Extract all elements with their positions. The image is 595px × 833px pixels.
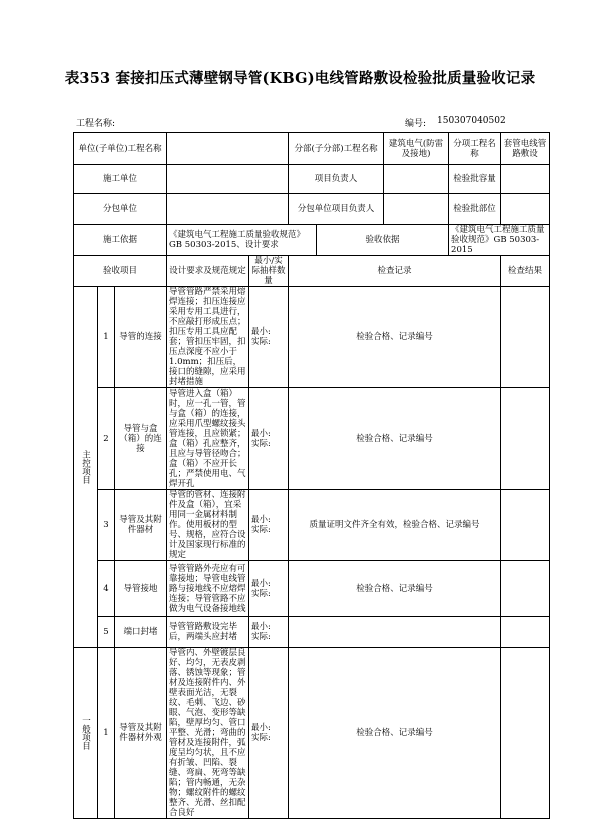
item-requirement: 导管内、外壁镀层良好、均匀，无表皮剥落、锈蚀等现象；管材及连接附件内、外壁表面光洁，无裂纹、毛刺、飞边、砂眼、气泡、变形等缺陷，壁厚均匀、管口平整、光滑；弯曲的管材及连接附件，弧度呈均匀状，且不应有折皱、凹陷、裂缝、弯扁、死弯等缺陷；管内畅通，无杂物；螺纹附件的螺纹整齐、光滑、丝扣配合良好 bbox=[167, 648, 249, 819]
item-sample bbox=[249, 617, 289, 648]
item-name: 导管及其附件器材外观 bbox=[115, 648, 167, 819]
item-name: 导管与盒（箱）的连接 bbox=[115, 388, 167, 490]
item-no: 5 bbox=[98, 617, 115, 648]
subcontract-unit-value[interactable] bbox=[167, 194, 289, 225]
sample-actual: 实际: bbox=[251, 438, 271, 449]
sample-actual: 实际: bbox=[251, 632, 271, 642]
project-name-label: 工程名称: bbox=[76, 119, 116, 129]
acceptance-basis-label: 验收依据 bbox=[317, 225, 449, 256]
construction-unit-label: 施工单位 bbox=[74, 165, 167, 194]
item-no: 3 bbox=[98, 490, 115, 561]
item-record: 检验合格、记录编号 bbox=[289, 287, 501, 388]
table-row bbox=[74, 490, 550, 561]
item-name: 导管及其附件器材 bbox=[115, 490, 167, 561]
table-row bbox=[74, 388, 550, 490]
sample-min: 最小: bbox=[251, 723, 271, 733]
table-row bbox=[74, 617, 550, 648]
sample-min: 最小: bbox=[251, 515, 271, 525]
sample-actual: 实际: bbox=[251, 588, 271, 599]
basis-label: 施工依据 bbox=[74, 225, 167, 256]
item-record: 质量证明文件齐全有效，检验合格、记录编号 bbox=[289, 490, 501, 561]
sample-min: 最小: bbox=[251, 327, 271, 337]
item-sample bbox=[249, 648, 289, 819]
sample-min: 最小: bbox=[251, 622, 271, 632]
sample-actual: 实际: bbox=[251, 733, 271, 743]
batch-location-value[interactable] bbox=[501, 194, 550, 225]
item-result[interactable] bbox=[501, 287, 550, 388]
general-items-label: 一般项目 bbox=[74, 648, 98, 819]
project-leader-value[interactable] bbox=[384, 165, 449, 194]
column-record: 检查记录 bbox=[289, 256, 501, 287]
batch-location-label: 检验批部位 bbox=[449, 194, 501, 225]
item-sample bbox=[249, 490, 289, 561]
code-label: 编号: bbox=[405, 119, 427, 129]
item-record: 检验合格、记录编号 bbox=[289, 561, 501, 617]
subdivision-label: 分部(子分部)工程名称 bbox=[289, 133, 384, 165]
item-requirement: 导管管路严禁采用熔焊连接；扣压连接应采用专用工具进行，不应敲打形成压点；扣压专用工具应配套；管扣压牢固，扣压点深度不应小于1.0mm；扣压后，接口的缝隙，应采用封堵措施 bbox=[167, 287, 249, 388]
item-name: 端口封堵 bbox=[115, 617, 167, 648]
construction-unit-value[interactable] bbox=[167, 165, 289, 194]
column-item: 验收项目 bbox=[74, 256, 167, 287]
sample-actual: 实际: bbox=[251, 337, 271, 347]
basis-value: 《建筑电气工程施工质量验收规范》GB 50303-2015、设计要求 bbox=[167, 225, 317, 256]
subcontract-leader-label: 分包单位项目负责人 bbox=[289, 194, 384, 225]
table-row bbox=[74, 561, 550, 617]
item-requirement: 导管管路外壳应有可靠接地；导管电线管路与接地线不应熔焊连接；导管管路不应做为电气设备接地线 bbox=[167, 561, 249, 617]
subcontract-leader-value[interactable] bbox=[384, 194, 449, 225]
item-name: 导管的连接 bbox=[115, 287, 167, 388]
code-value: 150307040502 bbox=[437, 116, 506, 126]
item-record: 检验合格、记录编号 bbox=[289, 388, 501, 490]
table-row bbox=[74, 287, 550, 388]
item-sample bbox=[249, 388, 289, 490]
batch-capacity-value[interactable] bbox=[501, 165, 550, 194]
batch-capacity-label: 检验批容量 bbox=[449, 165, 501, 194]
acceptance-basis-value: 《建筑电气工程施工质量验收规范》GB 50303-2015 bbox=[449, 225, 550, 256]
main-items-label: 主控项目 bbox=[74, 287, 98, 648]
page-title: 表353 套接扣压式薄壁钢导管(KBG)电线管路敷设检验批质量验收记录 bbox=[64, 70, 536, 87]
item-requirement: 导管的管材、连接附件及盒（箱），宜采用同一金属材料制作。使用板材的型号、规格，应符合设计及国家现行标准的规定 bbox=[167, 490, 249, 561]
item-result[interactable] bbox=[501, 648, 550, 819]
item-no: 1 bbox=[98, 648, 115, 819]
item-no: 1 bbox=[98, 287, 115, 388]
sample-min: 最小: bbox=[251, 428, 271, 439]
item-result[interactable] bbox=[501, 561, 550, 617]
item-record bbox=[289, 617, 501, 648]
column-sample: 最小/实际抽样数量 bbox=[249, 256, 289, 287]
subdivision-value: 建筑电气(防雷及接地) bbox=[384, 133, 449, 165]
item-no: 2 bbox=[98, 388, 115, 490]
sample-actual: 实际: bbox=[251, 525, 271, 535]
subitem-label: 分项工程名称 bbox=[449, 133, 501, 165]
item-result[interactable] bbox=[501, 490, 550, 561]
item-name: 导管接地 bbox=[115, 561, 167, 617]
project-leader-label: 项目负责人 bbox=[289, 165, 384, 194]
column-requirement: 设计要求及规范规定 bbox=[167, 256, 249, 287]
inspection-table bbox=[73, 132, 550, 819]
item-sample bbox=[249, 561, 289, 617]
subitem-value: 套管电线管路敷设 bbox=[501, 133, 550, 165]
subcontract-unit-label: 分包单位 bbox=[74, 194, 167, 225]
unit-value[interactable] bbox=[167, 133, 289, 165]
item-result[interactable] bbox=[501, 388, 550, 490]
item-result[interactable] bbox=[501, 617, 550, 648]
item-record: 检验合格、记录编号 bbox=[289, 648, 501, 819]
item-requirement: 导管管路敷设完毕后，两端头应封堵 bbox=[167, 617, 249, 648]
table-row bbox=[74, 648, 550, 819]
sample-min: 最小: bbox=[251, 578, 271, 589]
item-requirement: 导管进入盒（箱）时，应一孔一管，管与盒（箱）的连接，应采用爪型螺纹接头管连接，且应锁紧；盒（箱）孔应整齐，且应与导管径吻合；盒（箱）不应开长孔；严禁使用电、气焊开孔 bbox=[167, 388, 249, 490]
column-result: 检查结果 bbox=[501, 256, 550, 287]
item-sample bbox=[249, 287, 289, 388]
unit-label: 单位(子单位)工程名称 bbox=[74, 133, 167, 165]
item-no: 4 bbox=[98, 561, 115, 617]
